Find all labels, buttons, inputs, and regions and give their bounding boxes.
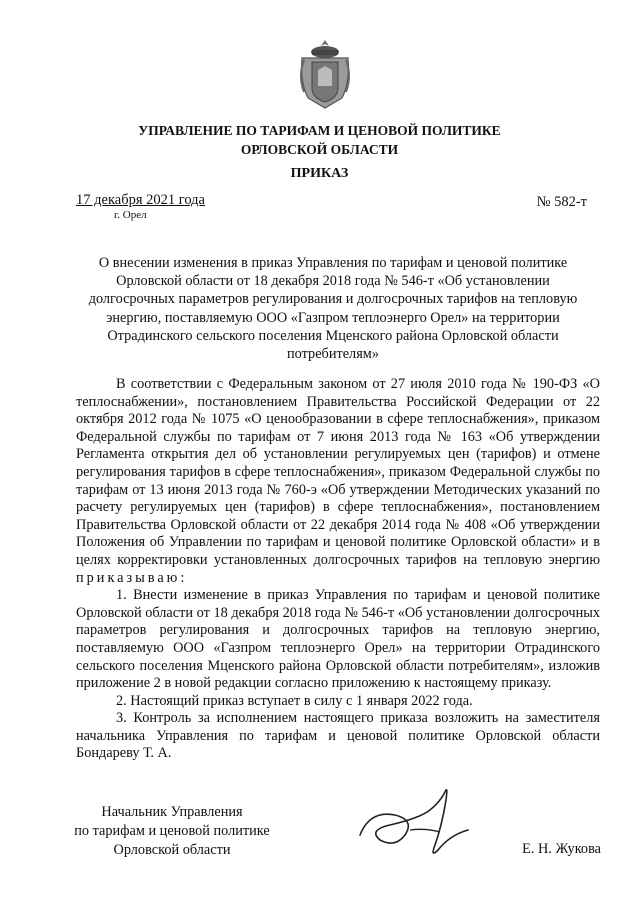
- organization-name: [0, 121, 639, 159]
- document-date: 17 декабря 2021 года: [76, 192, 205, 208]
- subject-line: О внесении изменения в приказ Управления по тарифам и ценовой политике: [98, 255, 568, 271]
- subject-line: долгосрочных параметров регулирования и долгосрочных тарифов на тепловую: [88, 291, 578, 308]
- document-type: ПРИКАЗ: [290, 166, 349, 181]
- organization-line-2: ОРЛОВСКОЙ ОБЛАСТИ: [240, 142, 399, 157]
- signatory-name: Е. Н. Жукова: [522, 841, 601, 857]
- subject-line: Орловской области от 18 декабря 2018 года № 546-т «Об установлении: [116, 273, 550, 290]
- document-number: № 582-т: [536, 194, 587, 210]
- document-body: [76, 376, 600, 763]
- signatory-position: [62, 803, 282, 860]
- preamble-text: В соответствии с Федеральным законом от 27 июля 2010 года № 190-ФЗ «О теплоснабжении», постановлением Правительства Российской Федерации от 22 октября 2012 года № 1075 «О ценообразовании в сфере теплоснабжения», приказом Федеральной службы по тарифам от 7 июня 2013 года № 163 «Об утверждении Регламента открытия дел об установлении регулируемых цен (тарифов) и отмене регулирования тарифов в сфере теплоснабжения», приказом Федеральной службы по тарифам от 13 июня 2013 года № 760-э «Об утверждении Методических указаний по расчету регулируемых цен (тарифов) в сфере теплоснабжения», постановлением Правительства Орловской области от 22 декабря 2014 года № 408 «Об утверждении Положения об Управлении по тарифам и ценовой политике Орловской области» и в целях корректировки установленных долгосрочных тарифов на тепловую энергию: [76, 376, 600, 568]
- subject-line: потребителям»: [287, 346, 379, 363]
- organization-line-1: УПРАВЛЕНИЕ ПО ТАРИФАМ И ЦЕНОВОЙ ПОЛИТИКЕ: [138, 123, 501, 138]
- position-line-1: Начальник Управления: [101, 804, 243, 820]
- preamble-paragraph: [76, 376, 600, 587]
- position-line-2: по тарифам и ценовой политике: [74, 823, 270, 839]
- order-word: приказываю:: [76, 569, 188, 586]
- document-subject: [66, 254, 600, 363]
- order-item-3: 3. Контроль за исполнением настоящего приказа возложить на заместителя начальника Управления по тарифам и ценовой политике Орловской области Бондареву Т. А.: [76, 710, 600, 762]
- order-item-1: 1. Внести изменение в приказ Управления по тарифам и ценовой политике Орловской области от 18 декабря 2018 года № 546-т «Об установлении долгосрочных параметров регулирования и долгосрочных тарифов на тепловую энергию, поставляемую ООО «Газпром теплоэнерго Орел» на территории Отрадинского сельского поселения Мценского района Орловской области потребителям», изложив приложение 2 в новой редакции согласно приложению к настоящему приказу.: [76, 587, 600, 692]
- subject-line: Отрадинского сельского поселения Мценского района Орловской области: [107, 327, 559, 344]
- coat-of-arms-emblem: [298, 38, 352, 110]
- document-city: г. Орел: [114, 209, 147, 221]
- position-line-3: Орловской области: [113, 842, 231, 858]
- subject-line: энергию, поставляемую ООО «Газпром теплоэнерго Орел» на территории: [106, 309, 560, 326]
- order-item-2: 2. Настоящий приказ вступает в силу с 1 января 2022 года.: [116, 692, 473, 709]
- handwritten-signature: [350, 780, 480, 860]
